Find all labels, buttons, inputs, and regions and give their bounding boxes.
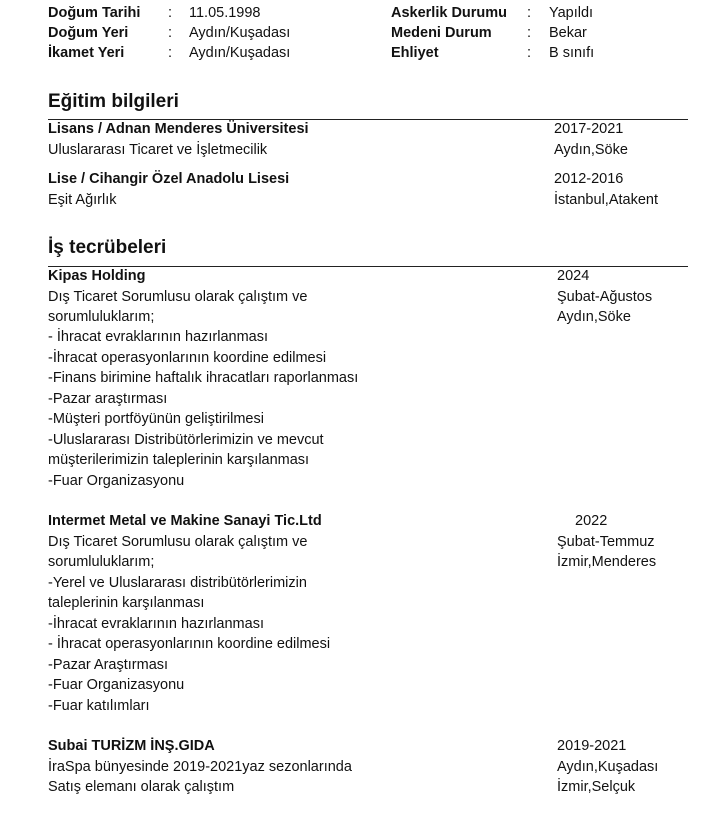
education-item-years: 2017-2021 <box>554 121 624 137</box>
education-item-detail: Eşit Ağırlık <box>48 192 117 208</box>
residence-label: İkamet Yeri <box>48 45 125 61</box>
education-item-title: Lise / Cihangir Özel Anadolu Lisesi <box>48 171 290 187</box>
job-line: Dış Ticaret Sorumlusu olarak çalıştım ve <box>48 289 308 305</box>
separator: : <box>168 45 173 61</box>
license-value: B sınıfı <box>549 45 595 61</box>
job-company: Subai TURİZM İNŞ.GIDA <box>48 738 215 754</box>
license-label: Ehliyet <box>391 45 439 61</box>
job-line: -Finans birimine haftalık ihracatları raporlanması <box>48 370 359 386</box>
job-line: -Pazar araştırması <box>48 391 168 407</box>
birth-date-label: Doğum Tarihi <box>48 5 141 21</box>
separator: : <box>527 25 532 41</box>
job-place: Aydın,Kuşadası <box>557 759 659 775</box>
job-line: - İhracat operasyonlarının koordine edilmesi <box>48 636 331 652</box>
job-line: müşterilerimizin taleplerinin karşılanması <box>48 452 310 468</box>
marital-value: Bekar <box>549 25 587 41</box>
job-period: Şubat-Ağustos <box>557 289 653 305</box>
separator: : <box>527 45 532 61</box>
job-year: 2024 <box>557 268 590 284</box>
birth-place-label: Doğum Yeri <box>48 25 129 41</box>
job-line: -Fuar katılımları <box>48 698 150 714</box>
job-line: sorumluluklarım; <box>48 309 155 325</box>
birth-place-value: Aydın/Kuşadası <box>189 25 291 41</box>
education-item-title: Lisans / Adnan Menderes Üniversitesi <box>48 121 309 137</box>
separator: : <box>168 5 173 21</box>
job-year: 2019-2021 <box>557 738 627 754</box>
experience-heading: İş tecrübeleri <box>48 237 167 258</box>
job-line: - İhracat evraklarının hazırlanması <box>48 329 269 345</box>
separator: : <box>168 25 173 41</box>
job-line: -Müşteri portföyünün geliştirilmesi <box>48 411 264 427</box>
job-year: 2022 <box>575 513 608 529</box>
job-line: Satış elemanı olarak çalıştım <box>48 779 235 795</box>
job-line: -Pazar Araştırması <box>48 657 169 673</box>
education-item-place: İstanbul,Atakent <box>554 192 658 208</box>
birth-date-value: 11.05.1998 <box>189 5 261 21</box>
job-line: sorumluluklarım; <box>48 554 155 570</box>
marital-label: Medeni Durum <box>391 25 492 41</box>
job-company: Kipas Holding <box>48 268 146 284</box>
military-label: Askerlik Durumu <box>391 5 508 21</box>
job-line: Dış Ticaret Sorumlusu olarak çalıştım ve <box>48 534 308 550</box>
job-line: -İhracat evraklarının hazırlanması <box>48 616 264 632</box>
separator: : <box>527 5 532 21</box>
education-item-place: Aydın,Söke <box>554 142 628 158</box>
job-company: Intermet Metal ve Makine Sanayi Tic.Ltd <box>48 513 322 529</box>
job-place-secondary: İzmir,Selçuk <box>557 779 636 795</box>
job-line: -Fuar Organizasyonu <box>48 677 185 693</box>
residence-value: Aydın/Kuşadası <box>189 45 291 61</box>
job-line: -Fuar Organizasyonu <box>48 473 185 489</box>
job-line: -Yerel ve Uluslararası distribütörlerimizin <box>48 575 307 591</box>
education-item-detail: Uluslararası Ticaret ve İşletmecilik <box>48 142 268 158</box>
job-place: Aydın,Söke <box>557 309 631 325</box>
job-period: Şubat-Temmuz <box>557 534 655 550</box>
education-item-years: 2012-2016 <box>554 171 624 187</box>
military-value: Yapıldı <box>549 5 594 21</box>
education-heading: Eğitim bilgileri <box>48 91 179 112</box>
job-line: İraSpa bünyesinde 2019-2021yaz sezonlarında <box>48 759 352 775</box>
job-line: -İhracat operasyonlarının koordine edilmesi <box>48 350 327 366</box>
job-place: İzmir,Menderes <box>557 554 657 570</box>
job-line: taleplerinin karşılanması <box>48 595 205 611</box>
job-line: -Uluslararası Distribütörlerimizin ve mevcut <box>48 432 324 448</box>
